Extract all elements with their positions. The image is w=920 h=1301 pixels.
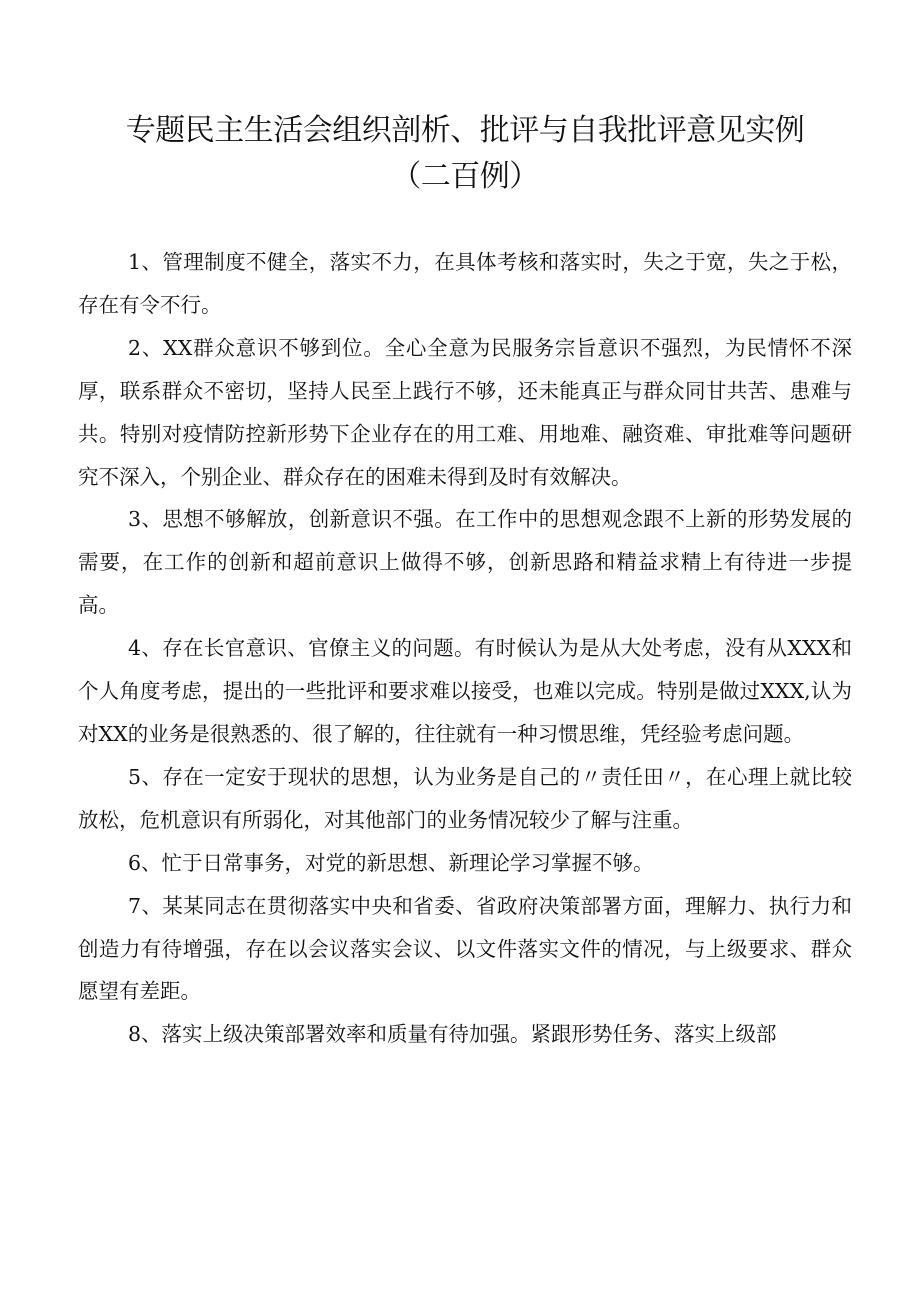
paragraph-5: 5、存在一定安于现状的思想，认为业务是自己的〃责任田〃，在心理上就比较放松，危机意识有所弱化，对其他部门的业务情况较少了解与注重。 — [78, 764, 852, 832]
paragraph-4: 4、存在长官意识、官僚主义的问题。有时候认为是从大处考虑，没有从XXX和个人角度考虑，提出的一些批评和要求难以接受，也难以完成。特别是做过XXX,认为对XX的业务是很熟悉的、很了解的，往往就有一种习惯思维，凭经验考虑问题。 — [78, 636, 852, 746]
paragraph-6: 6、忙于日常事务，对党的新思想、新理论学习掌握不够。 — [128, 850, 654, 875]
paragraph-8: 8、落实上级决策部署效率和质量有待加强。紧跟形势任务、落实上级部 — [128, 1022, 777, 1047]
paragraph-7: 7、某某同志在贯彻落实中央和省委、省政府决策部署方面，理解力、执行力和创造力有待增强，存在以会议落实会议、以文件落实文件的情况，与上级要求、群众愿望有差距。 — [78, 893, 852, 1004]
paragraph-3: 3、思想不够解放，创新意识不强。在工作中的思想观念跟不上新的形势发展的需要，在工作的创新和超前意识上做得不够，创新思路和精益求精上有待进一步提高。 — [78, 507, 852, 618]
paragraph-1: 1、管理制度不健全，落实不力，在具体考核和落实时，失之于宽，失之于松，存在有令不行。 — [78, 250, 852, 317]
paragraph-2: 2、XX群众意识不够到位。全心全意为民服务宗旨意识不强烈，为民情怀不深厚，联系群众不密切，坚持人民至上践行不够，还未能真正与群众同甘共苦、患难与共。特别对疫情防控新形势下企业存在的用工难、用地难、融资难、审批难等问题研究不深入，个别企业、群众存在的困难未得到及时有效解决。 — [78, 335, 852, 489]
document-body — [78, 241, 852, 1056]
title-line-1: 专题民主生活会组织剖析、批评与自我批评意见实例 — [125, 113, 805, 148]
document-title — [80, 108, 850, 200]
title-line-2: （二百例） — [391, 159, 539, 194]
